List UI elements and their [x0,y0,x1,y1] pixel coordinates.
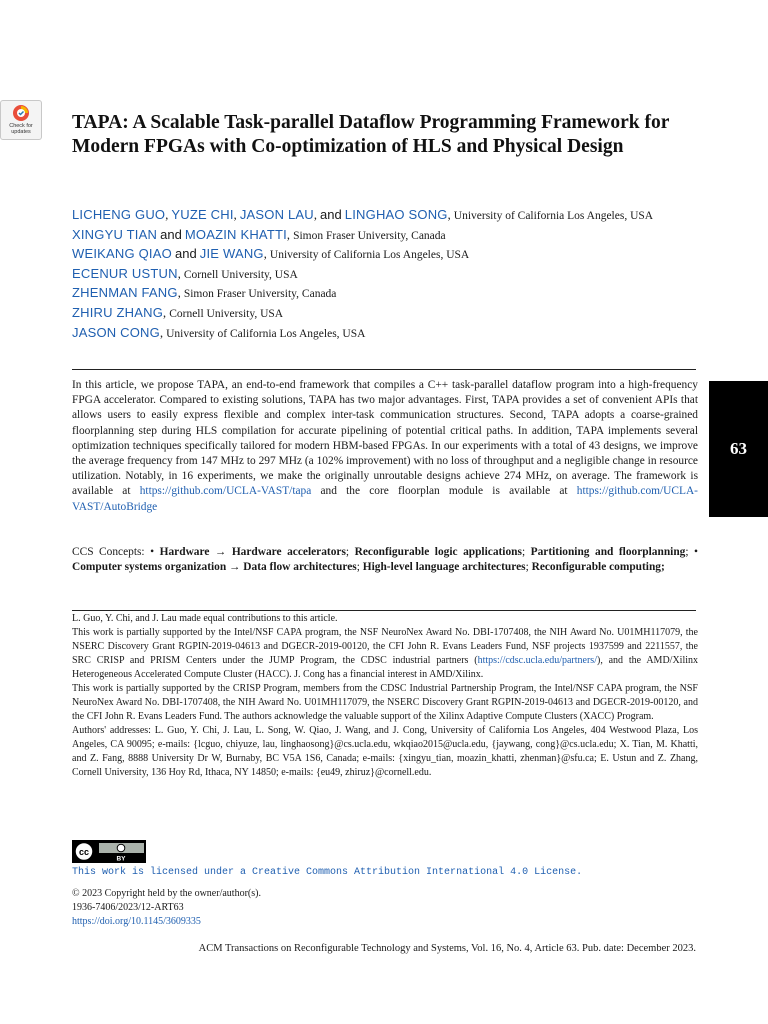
footnote-funding-1 [72,626,698,682]
ccs-concept: High-level language architectures [362,561,526,574]
affiliation: Cornell University, USA [183,268,298,281]
author-name[interactable]: JASON CONG [72,324,160,340]
issn: 1936-7406/2023/12-ART63 [72,902,184,913]
by-text: BY [116,855,126,863]
paper-title: TAPA: A Scalable Task-parallel Dataflow Programming Framework for Modern FPGAs with Co-optimization of HLS and Physical Design [72,112,670,157]
ccs-concepts: CCS Concepts: • Hardware → Hardware accelerators; Reconfigurable logic applications; Partitioning and floorplanning; • Computer systems organization → Data flow architectures; High-level language architectures; Reconfigurable computing; [72,546,699,574]
cc-text: cc [78,847,90,857]
article-number: 63 [730,439,747,458]
affiliation: University of California Los Angeles, USA [166,327,366,340]
doi-link[interactable]: https://doi.org/10.1145/3609335 [72,916,201,927]
abstract [72,378,698,515]
author-line-7: JASON CONG, University of California Los Angeles, USA [72,324,366,340]
ccs-prefix: CCS Concepts: • [72,546,155,558]
ccs-bullet: • [694,546,699,558]
autobridge-repo-link[interactable]: https://github.com/UCLA-VAST/AutoBridge [72,485,698,513]
author-line-3: WEIKANG QIAO and JIE WANG, University of California Los Angeles, USA [72,246,470,262]
footnote-equal-contribution: L. Guo, Y. Chi, and J. Lau made equal contributions to this article. [72,613,338,624]
author-line-6: ZHIRU ZHANG, Cornell University, USA [72,304,284,320]
author-name[interactable]: WEIKANG QIAO [72,246,172,262]
conjunction: and [160,226,182,242]
author-line-2: XINGYU TIAN and MOAZIN KHATTI, Simon Fraser University, Canada [72,226,446,242]
affiliation: University of California Los Angeles, USA [269,249,470,262]
article-number-tab [709,381,768,517]
divider-top [72,369,696,370]
conjunction: and [175,246,197,262]
author-name[interactable]: LINGHAO SONG [344,207,448,222]
cdsc-partners-link[interactable]: https://cdsc.ucla.edu/partners/ [477,655,597,666]
conjunction: and [320,207,342,222]
author-name[interactable]: JIE WANG [199,246,264,262]
tapa-repo-link[interactable]: https://github.com/UCLA-VAST/tapa [139,485,312,498]
affiliation: Simon Fraser University, Canada [293,229,446,242]
author-name[interactable]: XINGYU TIAN [72,226,158,242]
author-name[interactable]: LICHENG GUO [72,207,166,222]
footnote-text: This work is partially supported by the Intel/NSF CAPA program, the NSF NeuroNex Award No. DBI-1707408, the NIH Award No. U01MH117079, the NSERC Discovery Grant RGPIN-2019-04613 and DGECR-2019-00120, the CFI John R. Evans Leaders Fund, NSF projects 1937599 and 2211557, the SRC CRISP and PRISM Centers under the JUMP Program, the CDSC industrial partners ( [72,627,698,666]
journal-footer: ACM Transactions on Reconfigurable Technology and Systems, Vol. 16, No. 4, Article 63. Pub. date: December 2023. [198,943,696,954]
badge-text: Check for updates [9,123,33,135]
ccs-concept: Reconfigurable computing; [531,561,665,574]
footnote-text: ), and the AMD/Xilinx Heterogeneous Accelerated Compute Cluster (HACC). J. Cong has a financial interest in AMD/Xilinx. [72,655,699,680]
author-name[interactable]: JASON LAU [239,207,314,222]
ccs-concept: Computer systems organization → Data flow architectures [72,561,357,574]
author-name[interactable]: MOAZIN KHATTI [184,226,287,242]
footnote-funding-2: This work is partially supported by the CRISP Program, members from the CDSC Industrial Partnership Program, the Intel/NSF CAPA program, the NSF NeuroNex Award No. DBI-1707408, the NIH Award No. U01MH117079, the NSERC Discovery Grant RGPIN-2019-04613 and DGECR-2019-00120, and the CFI John R. Evans Leaders Fund. The authors acknowledge the valuable support of the Xilinx Adaptive Compute Clusters (XACC) Program. [72,683,698,722]
author-line-1: LICHENG GUO, YUZE CHI, JASON LAU, and LINGHAO SONG, University of California Los Angeles, USA [72,207,654,222]
footnotes [72,612,698,780]
author-name[interactable]: ZHENMAN FANG [72,285,178,301]
check-for-updates-badge[interactable] [0,100,42,140]
author-line-5: ZHENMAN FANG, Simon Fraser University, Canada [72,285,337,301]
affiliation: Simon Fraser University, Canada [183,288,337,301]
license-link[interactable]: This work is licensed under a Creative Commons Attribution International 4.0 License. [72,867,583,878]
author-line-4: ECENUR USTUN, Cornell University, USA [72,265,298,281]
check-updates-icon [11,103,31,123]
author-list [72,206,712,343]
affiliation: Cornell University, USA [169,307,284,320]
abstract-text: In this article, we propose TAPA, an end-to-end framework that compiles a C++ task-parallel dataflow program into a high-frequency FPGA accelerator. Compared to existing solutions, TAPA has two major advantages. First, TAPA provides a set of convenient APIs that allows users to easily express flexible and complex inter-task communication structures. Second, TAPA adopts a coarse-grained floorplanning step during HLS compilation for accurate pipelining of potential critical paths. In addition, TAPA implements several optimization techniques specifically tailored for modern HBM-based FPGAs. In our experiments with a total of 43 designs, we improve the average frequency from 147 MHz to 297 MHz (a 102% improvement) with no loss of throughput and a negligible change in resource utilization. Notably, in 16 experiments, we make the originally unroutable designs achieve 274 MHz, on average. The framework is available at [72,379,698,498]
cc-by-license-icon[interactable] [72,840,146,863]
ccs-concept: Hardware → Hardware accelerators [159,546,346,558]
copyright: © 2023 Copyright held by the owner/author(s). [72,888,261,899]
author-name[interactable]: ZHIRU ZHANG [72,304,164,320]
ccs-concept: Partitioning and floorplanning [530,546,686,558]
publication-meta [72,887,261,929]
affiliation: University of California Los Angeles, USA [453,210,654,222]
author-name[interactable]: ECENUR USTUN [72,265,178,281]
abstract-text-mid: and the core floorplan module is available at [320,485,568,498]
footnote-addresses: Authors' addresses: L. Guo, Y. Chi, J. Lau, L. Song, W. Qiao, J. Wang, and J. Cong, University of California Los Angeles, 404 Westwood Plaza, Los Angeles, CA 90095; e-mails: {lcguo, chiyuze, lau, linghaosong}@cs.ucla.edu, wkqiao2015@ucla.edu, {jaywang, cong}@cs.ucla.edu; X. Tian, M. Khatti, and Z. Fang, 8888 University Dr W, Burnaby, BC V5A 1S6, Canada; e-mails: {xingyu_tian, moazin_khatti, zhenman}@sfu.ca; E. Ustun and Z. Zhang, Cornell University, 136 Hoy Rd, Ithaca, NY 14850; e-mails: {eu49, zhiruz}@cornell.edu. [72,725,698,778]
divider-footnotes [72,610,696,611]
ccs-concept: Reconfigurable logic applications [354,546,522,558]
author-name[interactable]: YUZE CHI [171,207,234,222]
